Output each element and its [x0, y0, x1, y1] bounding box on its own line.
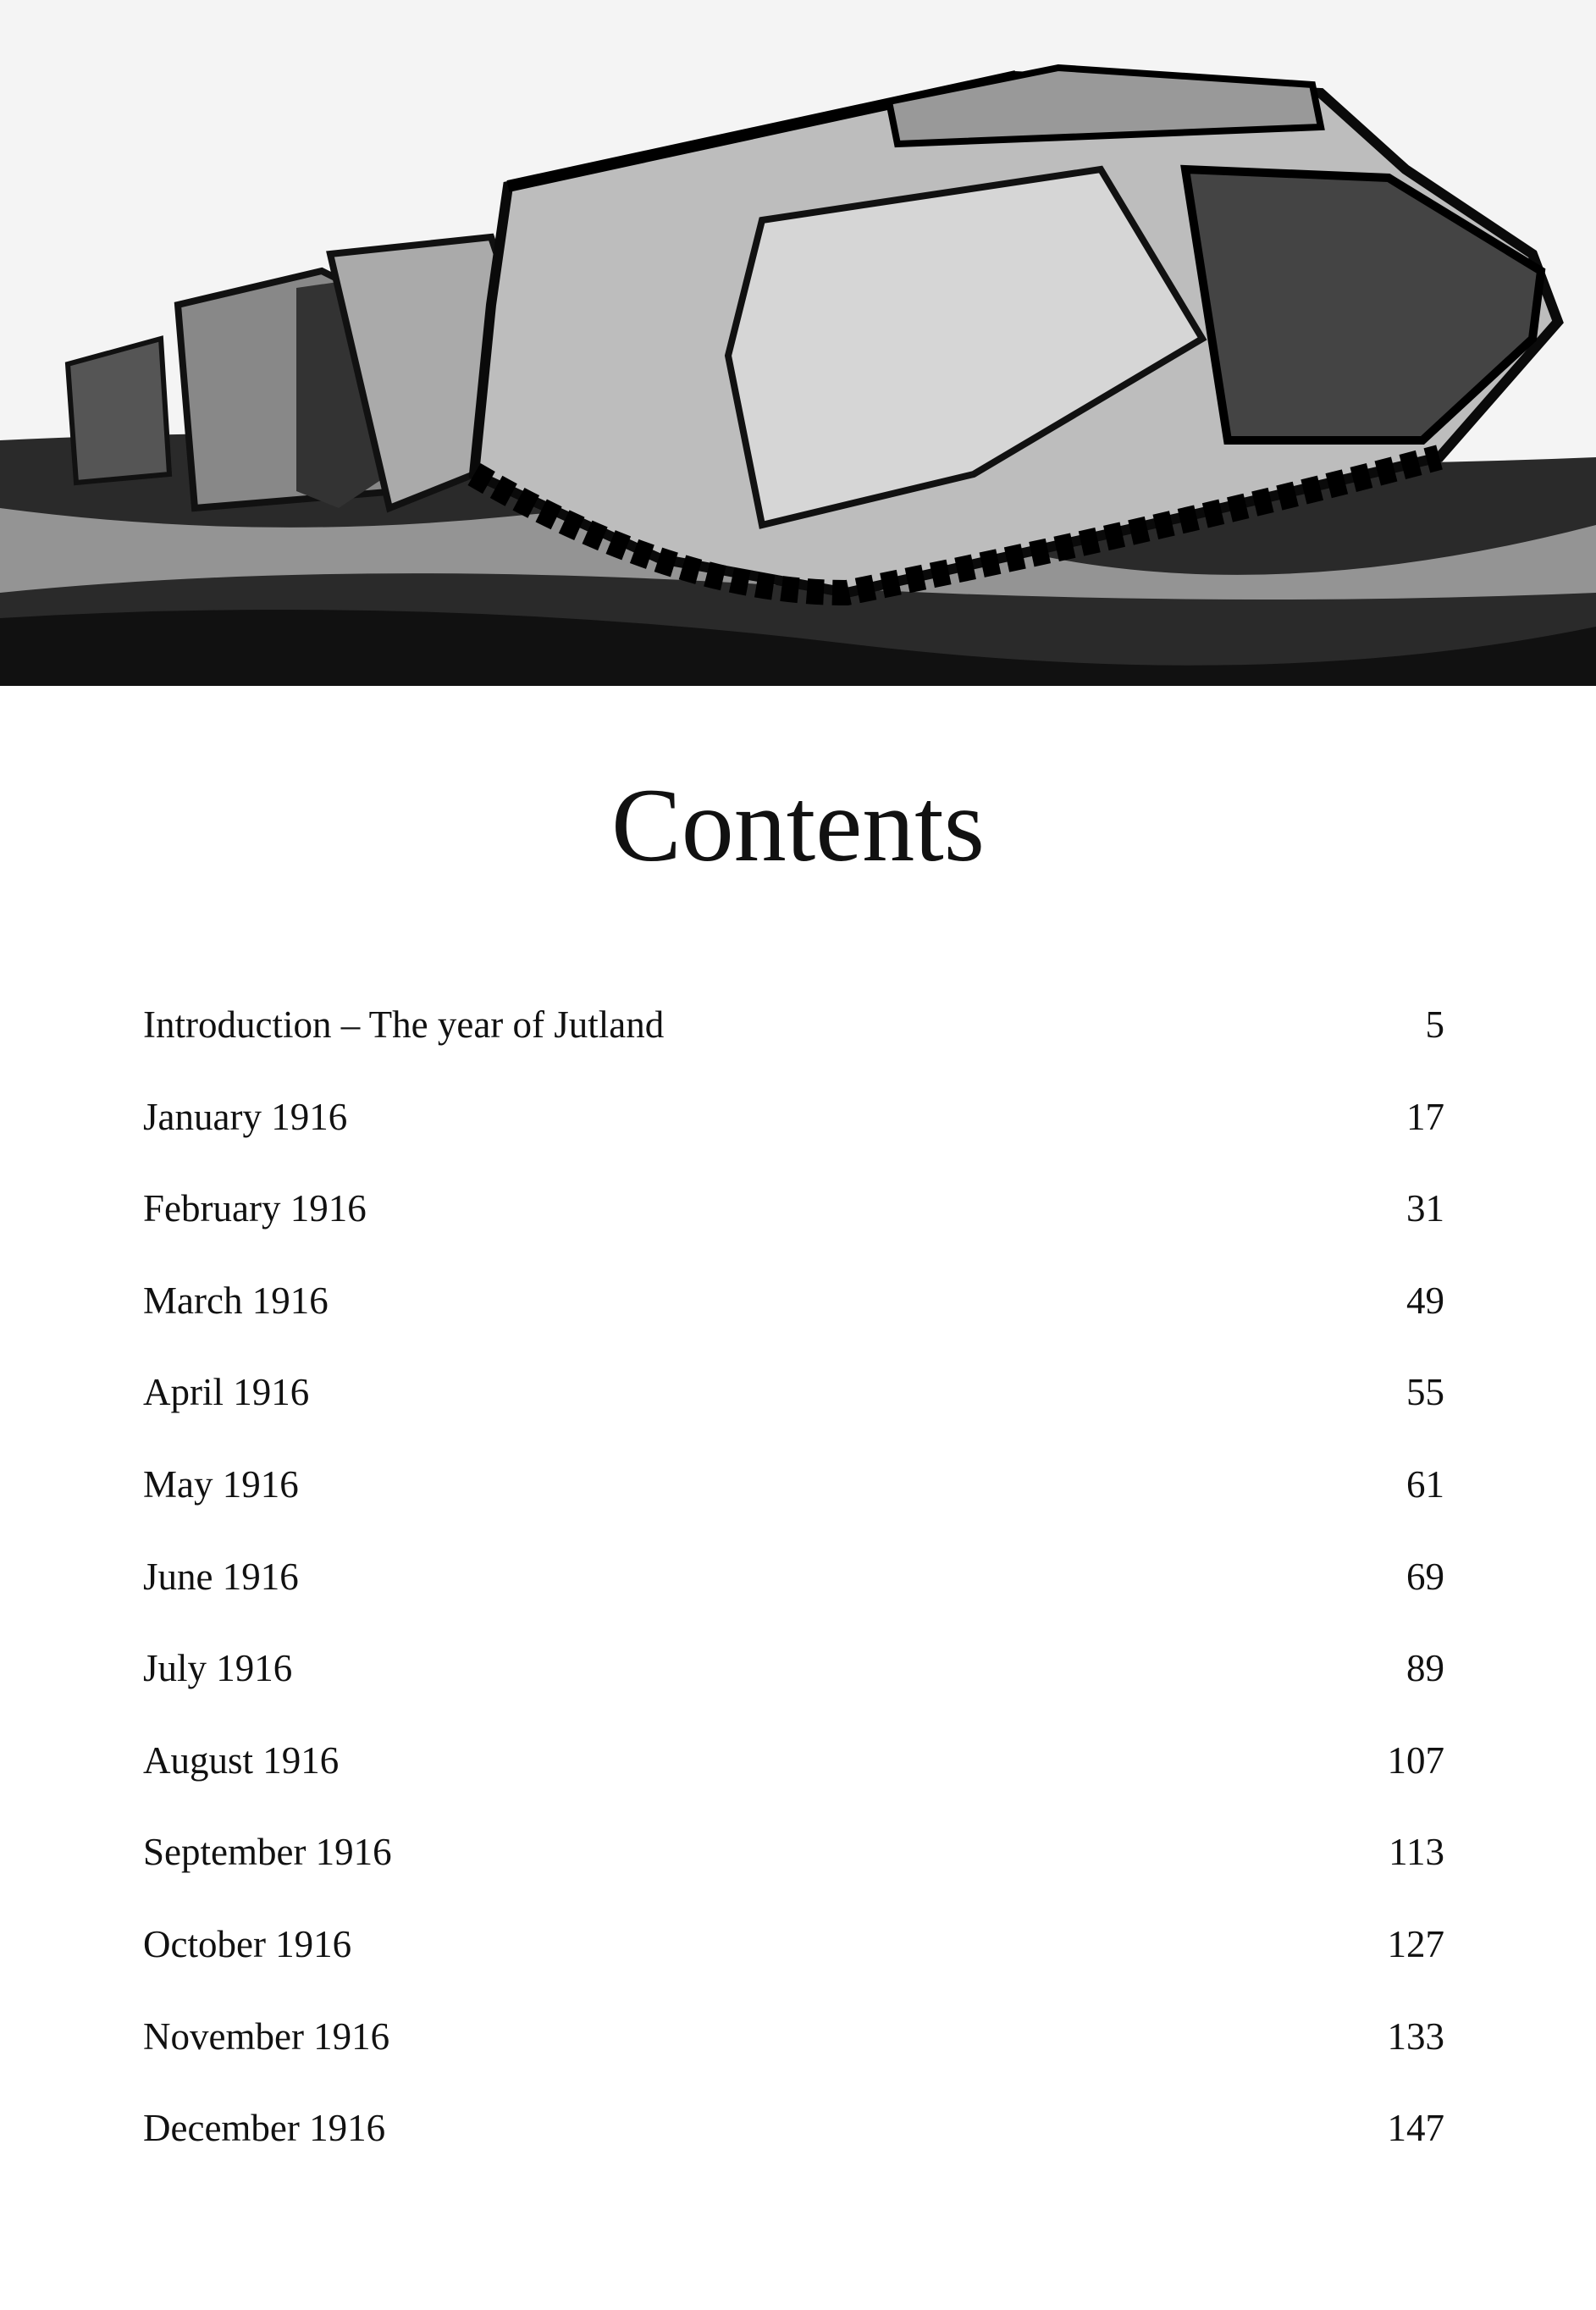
- toc-entry-page: 69: [1406, 1555, 1444, 1598]
- table-of-contents: [143, 995, 1444, 2191]
- toc-entry-label: September 1916: [143, 1831, 392, 1874]
- toc-entry-page: 49: [1406, 1279, 1444, 1322]
- toc-entry-label: March 1916: [143, 1279, 329, 1322]
- toc-entry[interactable]: [143, 1087, 1444, 1180]
- toc-entry-page: 31: [1406, 1187, 1444, 1230]
- toc-entry-page: 147: [1387, 2107, 1444, 2150]
- toc-entry[interactable]: [143, 1362, 1444, 1455]
- toc-entry-label: April 1916: [143, 1371, 310, 1414]
- toc-entry-label: June 1916: [143, 1555, 299, 1598]
- toc-entry[interactable]: [143, 1179, 1444, 1271]
- toc-entry[interactable]: [143, 1271, 1444, 1363]
- toc-entry[interactable]: [143, 1822, 1444, 1915]
- toc-entry-page: 113: [1389, 1831, 1444, 1874]
- toc-entry-label: July 1916: [143, 1647, 293, 1690]
- toc-entry-label: May 1916: [143, 1462, 299, 1506]
- toc-entry[interactable]: [143, 1915, 1444, 2007]
- toc-entry[interactable]: [143, 2007, 1444, 2099]
- toc-entry-page: 61: [1406, 1462, 1444, 1506]
- toc-entry-page: 107: [1387, 1738, 1444, 1782]
- toc-entry[interactable]: [143, 1639, 1444, 1731]
- toc-entry-label: October 1916: [143, 1922, 352, 1965]
- toc-entry[interactable]: [143, 1547, 1444, 1639]
- toc-entry-label: January 1916: [143, 1095, 348, 1138]
- toc-entry-label: August 1916: [143, 1738, 340, 1782]
- toc-entry-label: February 1916: [143, 1187, 367, 1230]
- toc-entry[interactable]: [143, 995, 1444, 1087]
- tank-illustration: [0, 0, 1596, 686]
- toc-entry-page: 17: [1406, 1095, 1444, 1138]
- toc-entry-page: 133: [1387, 2014, 1444, 2058]
- toc-entry-label: Introduction – The year of Jutland: [143, 1003, 665, 1046]
- toc-entry[interactable]: [143, 1455, 1444, 1547]
- toc-entry[interactable]: [143, 2098, 1444, 2191]
- toc-entry-page: 5: [1425, 1003, 1444, 1046]
- toc-entry-label: December 1916: [143, 2107, 386, 2150]
- page-title: Contents: [611, 767, 985, 883]
- toc-entry[interactable]: [143, 1731, 1444, 1823]
- toc-entry-page: 55: [1406, 1371, 1444, 1414]
- toc-entry-page: 89: [1406, 1647, 1444, 1690]
- toc-entry-page: 127: [1387, 1922, 1444, 1965]
- toc-entry-label: November 1916: [143, 2014, 390, 2058]
